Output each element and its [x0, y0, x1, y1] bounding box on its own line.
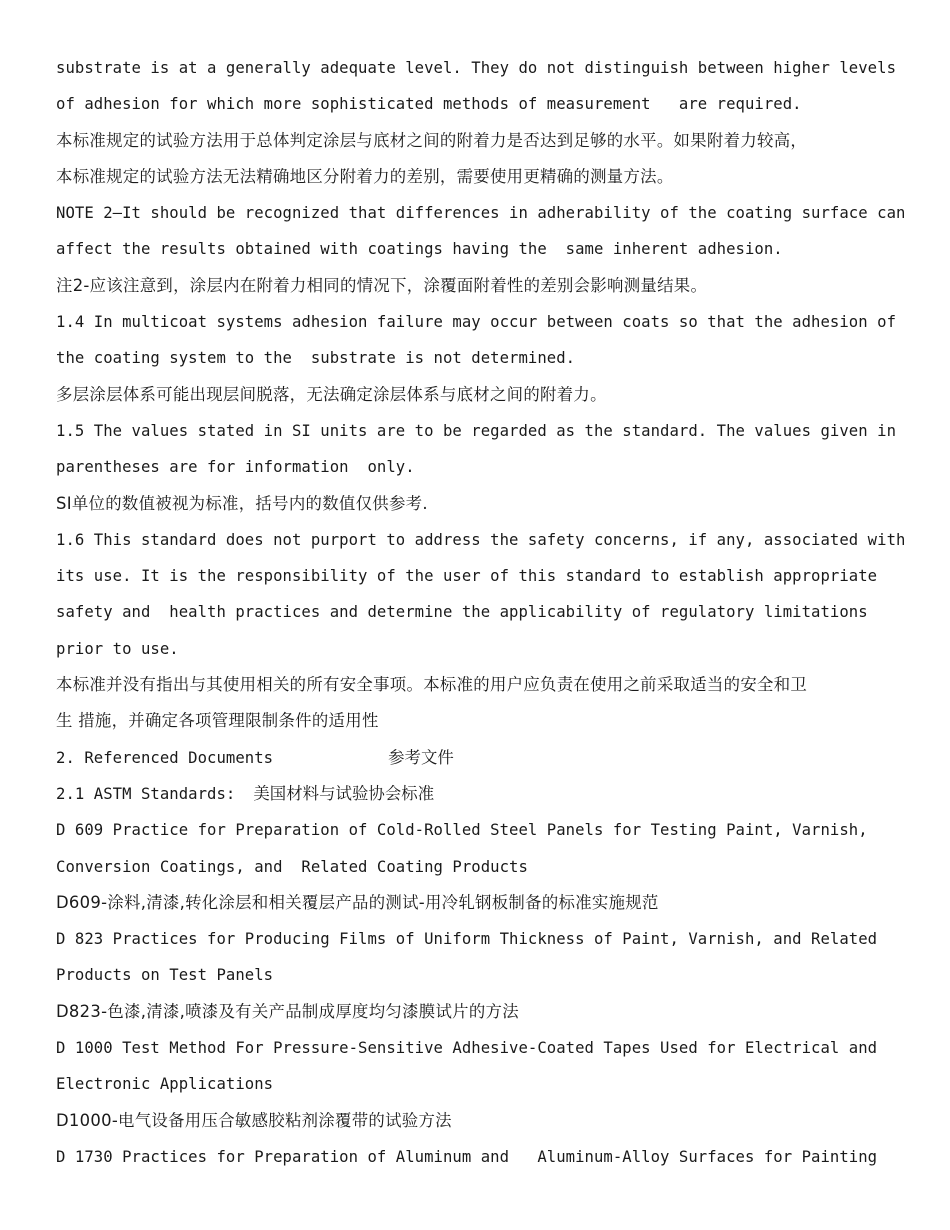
clause-1-6-line: 1.6 This standard does not purport to address the safety concerns, if any, associated with: [56, 530, 906, 549]
text-line-zh: 多层涂层体系可能出现层间脱落，无法确定涂层体系与底材之间的附着力。: [56, 384, 607, 404]
section-2-1-heading-zh: 美国材料与试验协会标准: [253, 783, 435, 803]
text-line-zh: 本标准规定的试验方法用于总体判定涂层与底材之间的附着力是否达到足够的水平。如果附着力较高，: [56, 130, 808, 150]
reference-d1000-zh: D1000-电气设备用压合敏感胶粘剂涂覆带的试验方法: [56, 1110, 452, 1130]
text-line-en: Conversion Coatings, and Related Coating Products: [56, 857, 528, 876]
reference-d823-zh: D823-色漆,清漆,喷漆及有关产品制成厚度均匀漆膜试片的方法: [56, 1001, 519, 1021]
text-line-en: its use. It is the responsibility of the user of this standard to establish appropriate: [56, 567, 878, 586]
clause-1-5-line: 1.5 The values stated in SI units are to be regarded as the standard. The values given in: [56, 421, 897, 440]
reference-d823: D 823 Practices for Producing Films of Uniform Thickness of Paint, Varnish, and Related: [56, 930, 878, 949]
text-line-zh: 生 措施，并确定各项管理限制条件的适用性: [56, 711, 379, 731]
text-line-en: Products on Test Panels: [56, 966, 274, 985]
text-line-en: affect the results obtained with coatings having the same inherent adhesion.: [56, 240, 783, 259]
text-line-zh: 本标准并没有指出与其使用相关的所有安全事项。本标准的用户应负责在使用之前采取适当的安全和卫: [56, 675, 808, 695]
text-line-en: parentheses are for information only.: [56, 458, 415, 477]
reference-d609-zh: D609-涂料,清漆,转化涂层和相关覆层产品的测试-用冷轧钢板制备的标准实施规范: [56, 892, 659, 912]
note-2-line: NOTE 2—It should be recognized that differences in adherability of the coating surface can: [56, 204, 906, 223]
clause-1-4-line: 1.4 In multicoat systems adhesion failure may occur between coats so that the adhesion of: [56, 313, 897, 332]
text-line-zh: SI单位的数值被视为标准，括号内的数值仅供参考.: [56, 493, 428, 513]
text-line-zh: 本标准规定的试验方法无法精确地区分附着力的差别，需要使用更精确的测量方法。: [56, 166, 674, 186]
note-2-zh-line: 注2-应该注意到，涂层内在附着力相同的情况下，涂覆面附着性的差别会影响测量结果。: [56, 275, 708, 295]
document-page: [56, 50, 936, 1175]
section-2-1-heading: [56, 776, 936, 812]
section-2-1-heading-en: 2.1 ASTM Standards:: [56, 784, 236, 803]
reference-d1730: D 1730 Practices for Preparation of Aluminum and Aluminum-Alloy Surfaces for Painting: [56, 1147, 878, 1166]
reference-d609: D 609 Practice for Preparation of Cold-Rolled Steel Panels for Testing Paint, Varnish,: [56, 821, 868, 840]
text-line-en: safety and health practices and determine the applicability of regulatory limitations: [56, 603, 868, 622]
text-line-en: Electronic Applications: [56, 1075, 274, 1094]
text-line-en: prior to use.: [56, 639, 179, 658]
text-line-en: the coating system to the substrate is not determined.: [56, 349, 576, 368]
section-2-heading-zh: 参考文件: [388, 747, 454, 767]
text-line-en: of adhesion for which more sophisticated methods of measurement are required.: [56, 95, 802, 114]
reference-d1000: D 1000 Test Method For Pressure-Sensitive Adhesive-Coated Tapes Used for Electrical and: [56, 1039, 878, 1058]
section-2-heading-en: 2. Referenced Documents: [56, 748, 274, 767]
text-line-en: substrate is at a generally adequate level. They do not distinguish between higher levels: [56, 59, 897, 77]
section-2-heading: [56, 740, 936, 776]
